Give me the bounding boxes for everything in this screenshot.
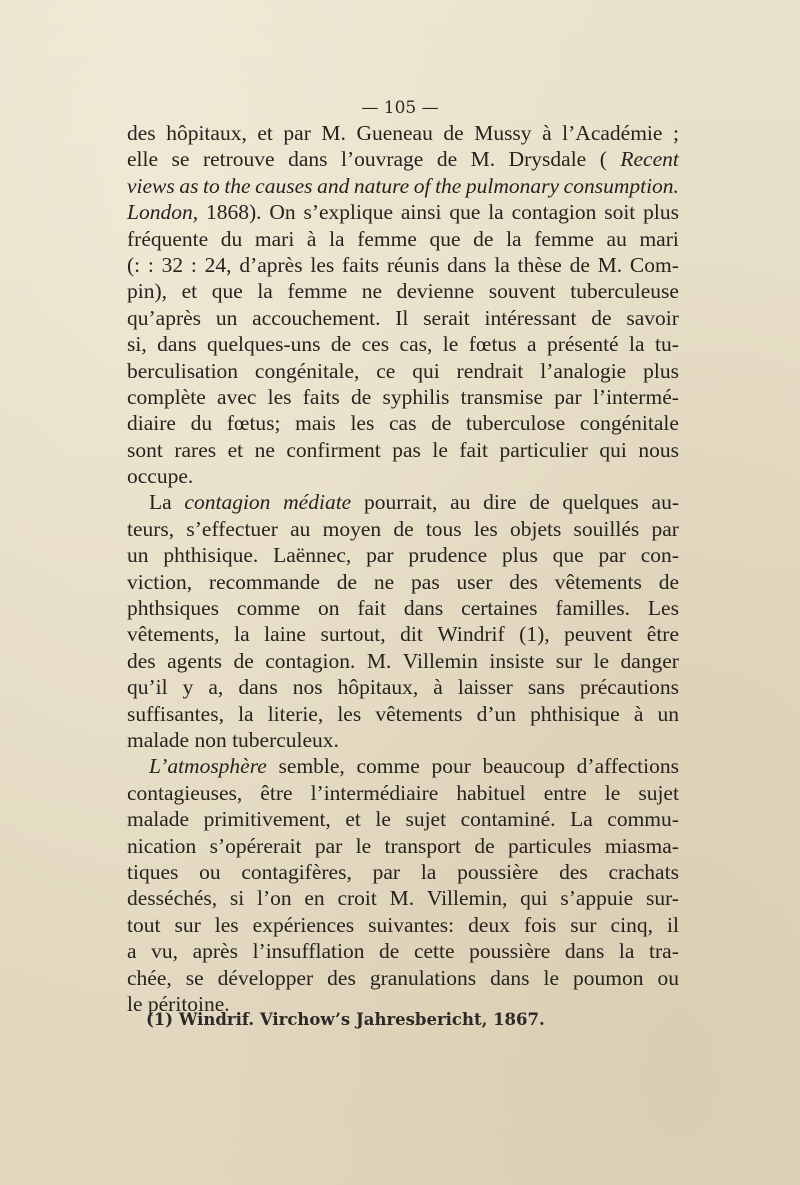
text-line: qu’il y a, dans nos hôpitaux, à laisser sans précautions	[127, 675, 679, 700]
text-line: nication s’opérerait par le transport de particules miasma-	[127, 833, 679, 858]
text-line: tout sur les expériences suivantes: deux fois sur cinq, il	[127, 912, 679, 937]
footnote: (1) Windrif. Virchow’s Jahresbericht, 1867.	[146, 1010, 545, 1029]
text-line: London, 1868). On s’explique ainsi que la contagion soit plus	[127, 200, 679, 225]
text-line: malade non tuberculeux.	[127, 727, 339, 752]
text-line: (: : 32 : 24, d’après les faits réunis dans la thèse de M. Com-	[127, 252, 679, 277]
text-line: un phthisique. Laënnec, par prudence plus que par con-	[127, 543, 679, 568]
text-line: qu’après un accouchement. Il serait intéressant de savoir	[127, 305, 679, 330]
text-line: si, dans quelques-uns de ces cas, le fœtus a présenté la tu-	[127, 332, 679, 357]
text-line: le péritoine.	[127, 991, 230, 1016]
body-text	[127, 120, 679, 1017]
text-line: fréquente du mari à la femme que de la femme au mari	[127, 226, 679, 251]
text-line: malade primitivement, et le sujet contaminé. La commu-	[127, 807, 679, 832]
page-number: — 105 —	[361, 98, 439, 118]
text-line: suffisantes, la literie, les vêtements d’un phthisique à un	[127, 701, 679, 726]
text-line: tiques ou contagifères, par la poussière des crachats	[127, 859, 679, 884]
text-line: pin), et que la femme ne devienne souvent tuberculeuse	[127, 279, 679, 304]
text-line: views as to the causes and nature of the pulmonary consumption.	[127, 173, 679, 198]
text-line: berculisation congénitale, ce qui rendrait l’analogie plus	[127, 358, 679, 383]
text-line: desséchés, si l’on en croit M. Villemin, qui s’appuie sur-	[127, 886, 679, 911]
text-line: viction, recommande de ne pas user des vêtements de	[127, 569, 679, 594]
text-line: complète avec les faits de syphilis transmise par l’intermé-	[127, 384, 679, 409]
text-line: La contagion médiate pourrait, au dire de quelques au-	[149, 490, 679, 515]
text-line: L’atmosphère semble, comme pour beaucoup d’affections	[149, 754, 679, 779]
text-line: occupe.	[127, 464, 194, 489]
text-line: phthsiques comme on fait dans certaines familles. Les	[127, 596, 679, 621]
text-line: diaire du fœtus; mais les cas de tuberculose congénitale	[127, 411, 679, 436]
text-line: vêtements, la laine surtout, dit Windrif (1), peuvent être	[127, 622, 679, 647]
text-line: chée, se développer des granulations dans le poumon ou	[127, 965, 679, 990]
text-line: des hôpitaux, et par M. Gueneau de Mussy à l’Académie ;	[127, 121, 679, 145]
text-line: teurs, s’effectuer au moyen de tous les objets souillés par	[127, 516, 679, 541]
text-line: des agents de contagion. M. Villemin insiste sur le danger	[127, 648, 679, 673]
text-line: a vu, après l’insufflation de cette poussière dans la tra-	[127, 939, 679, 964]
text-line: sont rares et ne confirment pas le fait particulier qui nous	[127, 437, 679, 462]
text-line: contagieuses, être l’intermédiaire habituel entre le sujet	[127, 780, 679, 805]
text-line: elle se retrouve dans l’ouvrage de M. Drysdale ( Recent	[127, 147, 679, 172]
